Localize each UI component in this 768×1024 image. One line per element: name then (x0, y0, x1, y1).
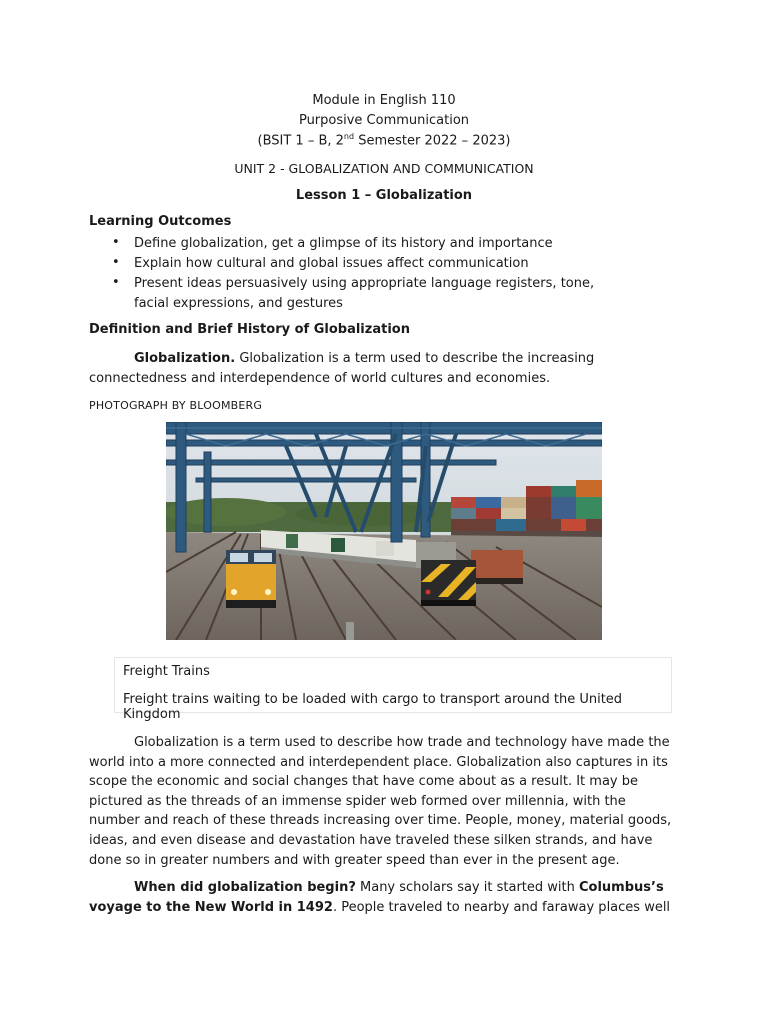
photo-credit: PHOTOGRAPH BY BLOOMBERG (89, 399, 263, 412)
body-paragraph (89, 733, 679, 870)
definition-paragraph (89, 349, 679, 388)
continuation-text: . People traveled to nearby and faraway places well (332, 899, 671, 915)
bullet-icon: • (112, 275, 120, 290)
outcome-item: Explain how cultural and global issues affect communication (134, 256, 529, 271)
semester-sup: nd (343, 132, 355, 141)
outcome-item: Present ideas persuasively using appropriate language registers, tone, facial expressions, and gestures (134, 276, 595, 311)
answer-text: Many scholars say it started with (355, 880, 579, 895)
course-title: Purposive Communication (298, 113, 470, 128)
caption-title: Freight Trains (123, 664, 210, 679)
outcomes-heading: Learning Outcomes (89, 214, 232, 229)
semester-pre: (BSIT 1 – B, 2 (257, 133, 344, 149)
semester-line (0, 132, 768, 148)
question-text: When did globalization begin? (134, 880, 356, 895)
definition-term: Globalization. (134, 351, 236, 366)
module-title: Module in English 110 (312, 93, 456, 108)
definition-heading: Definition and Brief History of Globalization (89, 322, 410, 337)
unit-title: UNIT 2 - GLOBALIZATION AND COMMUNICATION (234, 161, 534, 176)
definition-text: Globalization is a term used to describe the increasing connectedness and interdependence of world cultures and economies. (89, 351, 595, 386)
photo-caption-box (114, 657, 672, 722)
outcome-item: Define globalization, get a glimpse of its history and importance (134, 236, 553, 251)
body-paragraph-text: Globalization is a term used to describe how trade and technology have made the world into a more connected and interdependent place. Globalization also captures in its scope the economic and social changes that have come about as a result. It may be pictured as the threads of an immense spider web formed over millennia, with the number and reach of these threads increasing over time. People, money, material goods, ideas, and even disease and devastation have traveled these silken strands, and have done so in greater numbers and with greater speed than ever in the present age. (89, 735, 672, 868)
freight-trains-photo (166, 422, 602, 640)
lesson-title: Lesson 1 – Globalization (295, 188, 473, 203)
body-paragraph (89, 878, 679, 917)
bullet-icon: • (112, 235, 120, 250)
semester-post: Semester 2022 – 2023) (354, 133, 511, 149)
columbus-text: Columbus’s voyage to the New World in 1492 (89, 880, 664, 915)
bullet-icon: • (112, 255, 120, 270)
caption-text: Freight trains waiting to be loaded with cargo to transport around the United Kingdom (123, 692, 623, 722)
